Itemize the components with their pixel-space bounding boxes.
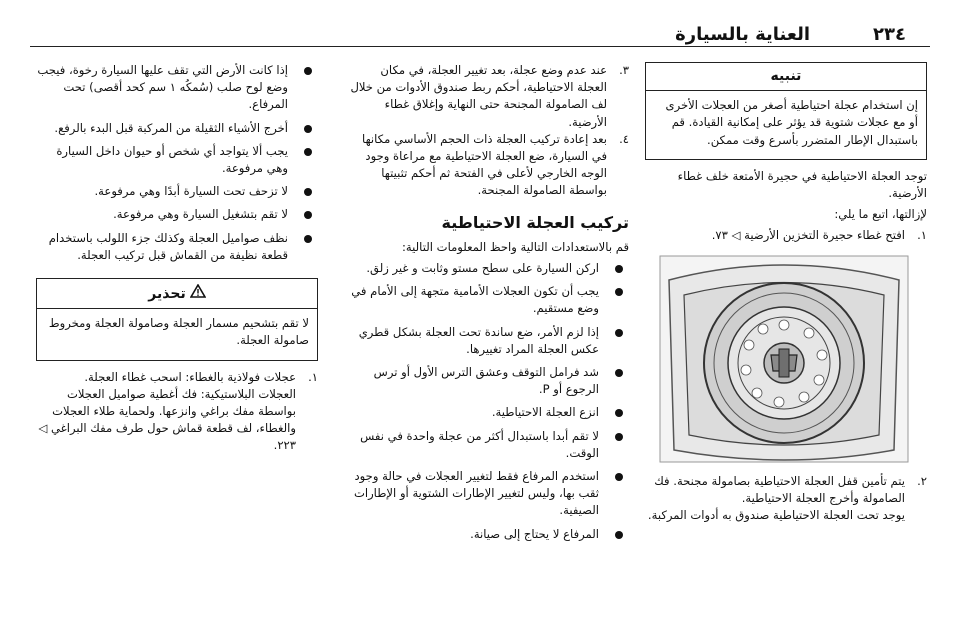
notice-body: إن استخدام عجلة احتياطية أصغر من العجلات الأخرى أو مع عجلات شتوية قد يؤثر على إمكانية القيادة. قم باستبدال الإطار المتضرر بأسرع وقت ممكن. [665,98,918,147]
bullet-icon [615,265,623,273]
step-1 [645,227,927,244]
list-item: لا تقم بتشغيل السيارة وهي مرفوعة. [36,206,318,223]
spare-wheel-illustration [659,255,909,463]
bullet-icon [304,125,312,133]
step-number: ٢. [917,473,927,488]
list-item: يجب أن تكون العجلات الأمامية متجهة إلى الأمام في وضع مستقيم. [347,283,629,317]
warning-triangle-icon [190,284,206,303]
step-text: عند عدم وضع عجلة، بعد تغيير العجلة، في مكان العجلة الاحتياطية، أحكم ربط صندوق الأدوات من خلال لف الصامولة المجنحة حتى النهاية وإغلاق غطاء الأرضية. [350,63,607,129]
bullet-icon [304,188,312,196]
warning-title: تحذير [148,286,186,303]
bullet-icon [615,433,623,441]
list-item: لا تزحف تحت السيارة أبدًا وهي مرفوعة. [36,183,318,200]
list-item: يجب ألا يتواجد أي شخص أو حيوان داخل السيارة وهي مرفوعة. [36,143,318,177]
list-item: نظف صواميل العجلة وكذلك جزء اللولب باستخدام قطعة نظيفة من القماش قبل تركيب العجلة. [36,230,318,264]
step-number: ٣. [619,63,629,77]
left-column [36,62,318,455]
step-text: افتح غطاء حجيرة التخزين الأرضية ◁ ٧٣. [711,228,905,243]
spare-wheel-intro: توجد العجلة الاحتياطية في حجيرة الأمتعة خلف غطاء الأرضية. [677,168,927,201]
step-3 [347,62,629,131]
step-text: يتم تأمين قفل العجلة الاحتياطية بصامولة مجنحة. فك الصامولة وأخرج العجلة الاحتياطية. [654,473,905,505]
step-2 [645,473,927,507]
list-item: إذا كانت الأرض التي تقف عليها السيارة رخوة، فيجب وضع لوح صلب (سُمكُه ١ سم كحد أقصى) تحت المرفاع. [36,62,318,114]
list-item: المرفاع لا يحتاج إلى صيانة. [347,526,629,543]
header-divider [30,46,930,47]
list-item: شد فرامل التوقف وعشق الترس الأول أو ترس الرجوع أو P. [347,364,629,398]
precaution-list [36,62,318,264]
list-item: أخرج الأشياء الثقيلة من المركبة قبل البدء بالرفع. [36,120,318,137]
notice-box [645,62,927,160]
step-1 [36,369,318,386]
warning-title-row [37,279,317,309]
page-title: العناية بالسيارة [675,24,810,45]
bullet-icon [615,531,623,539]
bullet-icon [615,409,623,417]
bullet-icon [615,329,623,337]
list-item: انزع العجلة الاحتياطية. [347,404,629,421]
bullet-icon [304,67,312,75]
bullet-icon [304,235,312,243]
section-intro: قم بالاستعدادات التالية واحظ المعلومات التالية: [402,239,629,254]
step-number [296,386,318,455]
bullet-icon [615,288,623,296]
bullet-icon [615,473,623,481]
bullet-icon [304,148,312,156]
step-number: ١. [917,228,927,243]
warning-body: لا تقم بتشحيم مسمار العجلة وصامولة العجلة ومخروط صامولة العجلة. [48,316,309,348]
right-column [645,62,927,528]
step-text: عجلات فولاذية بالغطاء: اسحب غطاء العجلة. [84,369,296,384]
list-item: اركن السيارة على سطح مستو وثابت و غير زلق. [347,260,629,277]
section-heading: تركيب العجلة الاحتياطية [441,212,629,232]
bullet-icon [304,211,312,219]
notice-title: تنبيه [646,63,926,91]
middle-column [347,62,629,549]
tools-note: يوجد تحت العجلة الاحتياطية صندوق به أدوات المركبة. [647,508,905,523]
list-item: استخدم المرفاع فقط لتغيير العجلات في حالة وجود ثقب بها، وليس لتغيير الإطارات الشتوية أو الإطارات الصيفية. [347,468,629,520]
step-number: ٤. [619,131,629,146]
step-text: العجلات البلاستيكية: فك أغطية صواميل العجلات بواسطة مفك براغي وانزعها. ولحماية طلاء العجلات والغطاء، لف قطعة قماش حول طرف مفك البراغي ◁ ٢٢٣. [38,386,296,453]
page-number: ٢٣٤ [873,24,906,45]
list-item: لا تقم أبدا باستبدال أكثر من عجلة واحدة في نفس الوقت. [347,428,629,462]
step-number: ١. [308,369,318,384]
bullet-icon [615,369,623,377]
removal-intro: لإزالتها، اتبع ما يلي: [834,207,927,222]
preparation-list [347,260,629,543]
list-item: إذا لزم الأمر، ضع ساندة تحت العجلة بشكل قطري عكس العجلة المراد تغييرها. [347,324,629,358]
warning-box [36,278,318,361]
page-header [30,16,930,46]
step-1-continued [36,386,318,455]
step-4 [347,131,629,200]
step-text: بعد إعادة تركيب العجلة ذات الحجم الأساسي مكانها في السيارة، ضع العجلة الاحتياطية مع مراعاة وجود الوجه الخارجي لأعلى في الفتحة ثم أحكم تثبيتها بواسطة الصامولة المجنحة. [362,131,607,198]
